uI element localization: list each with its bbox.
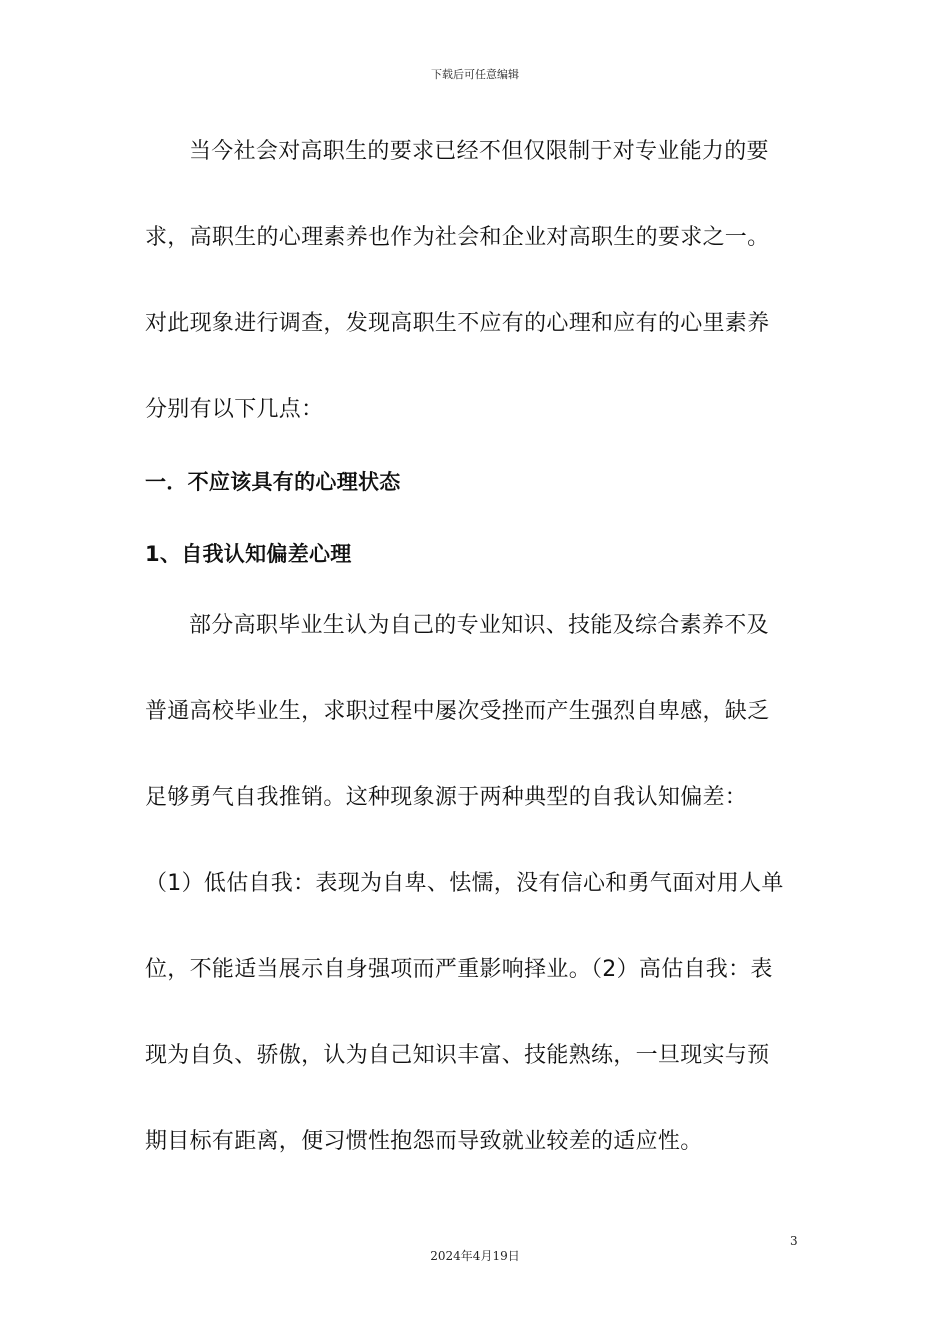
paragraph-line: 求，高职生的心理素养也作为社会和企业对高职生的要求之一。 [145,225,770,250]
paragraph-line: （1）低估自我：表现为自卑、怯懦，没有信心和勇气面对用人单 [145,871,784,896]
page-number: 3 [790,1234,798,1248]
paragraph-line: 对此现象进行调查，发现高职生不应有的心理和应有的心里素养 [145,311,770,336]
paragraph-line: 分别有以下几点： [145,397,324,422]
paragraph-line: 部分高职毕业生认为自己的专业知识、技能及综合素养不及 [189,613,769,638]
paragraph-line: 普通高校毕业生，求职过程中屡次受挫而产生强烈自卑感，缺乏 [145,699,770,724]
section-heading: 一．不应该具有的心理状态 [145,470,401,494]
paragraph-line: 现为自负、骄傲，认为自己知识丰富、技能熟练，一旦现实与预 [145,1043,770,1068]
document-body [145,128,807,1204]
page-header: 下载后可任意编辑 [431,68,519,81]
page-footer-date: 2024年4月19日 [430,1249,520,1263]
paragraph-line: 当今社会对高职生的要求已经不但仅限制于对专业能力的要 [189,139,769,164]
paragraph-line: 足够勇气自我推销。这种现象源于两种典型的自我认知偏差： [145,785,748,810]
paragraph-line: 位，不能适当展示自身强项而严重影响择业。（2）高估自我：表 [145,957,773,982]
paragraph-line: 期目标有距离，便习惯性抱怨而导致就业较差的适应性。 [145,1129,703,1154]
subsection-heading: 1、自我认知偏差心理 [145,542,352,566]
